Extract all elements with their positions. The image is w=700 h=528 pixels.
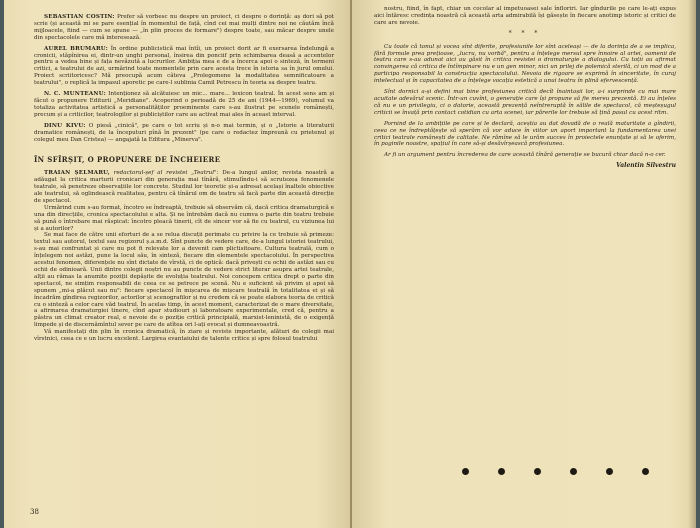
section-divider: * * * — [508, 29, 542, 37]
paragraph-text: În ordine publicistică mai întîi, un proiect dorit ar fi exersarea îndelungă a cronicii, stăpînirea ei, dintr-un unghi personal, însirea din ponciif prin schimbarea deasă a accentelor pentru a vedea bine și fața nevăzută a lucrurilor. Ambiția mea e de a încerca apoi o sinteză, în termeni critici, a teatrului de azi, urmărind toate momentele prin care acesta trece în istoria sa în jurul omului. Proiect scriitoricesc? Mă preocupă acum câteva „Prolegomene la modalitatea semnificatoare a teatrului", o replică la impasul aporetic pe care-l sublinia Camil Petrescu în teoria sa despre teatru. — [34, 45, 334, 87]
right-column — [374, 6, 676, 170]
dot-ornament — [534, 468, 541, 475]
paragraph-text: Intenționez să alcătuiesc un mic... mare... lexicon teatral. În acest sens am și făcut o propunere Editurii „Meridiane". Acoperind o perioadă de 25 de ani (1944—1969), volumul va totaliza activitatea artistică a personalităților proeminente care s-au ilustrat pe scenele românești, precum și a criticilor, teatrologilor și publiciștilor care au activat mai ales în aceast interval. — [34, 91, 334, 118]
paragraph-costin — [34, 14, 334, 42]
decorative-dots — [462, 468, 652, 478]
dot-ornament — [570, 468, 577, 475]
dot-ornament — [642, 468, 649, 475]
speaker-name: N. C. MUNTEANU: — [44, 91, 106, 98]
paragraph-munteanu — [34, 91, 334, 119]
paragraph-text: Prefer să vorbesc nu despre un proiect, ci despre o dorință: aș dori să pot scrie (și această mi se pare esențial în momentul de față, cînd cei mai mulți dintre noi ne căutăm încă mijloacele, fiind — cum se spune — „în plin proces de formare") despre toate, sau măcar despre unele din spectacolele care mă interesează. — [34, 14, 335, 41]
paragraph-text: Sînt dornici a-și defini mai bine profesiunea critică decît înaintașii lor, a-i surprinde cu mai mare acuitate adevărul scenic. Într-un cuvînt, o generație care își propune să fie mereu prezentă. Ei au înțeles că nu e un privilegiu, ci o datorie, această prezență neîntreruptă în sălile de spectacol, că meșteșugul criticii se învață prin contact cotidian cu arta scenei, iar părerile lor trebuie să țină pasul cu acest ritm. — [374, 89, 676, 116]
author-signature: Valentin Silvestru — [616, 162, 676, 170]
paragraph-kivu — [34, 123, 334, 144]
paragraph-text: Pornind de la ambițiile pe care și le declară, aceștia au dat dovadă de o reală maturitate a gîndirii, ceea ce ne îndreptățește să sperăm că vor aduce în viitor un aport important la fundamentarea unei critici teatrale românești de calitate. Ne rămîne să le urăm succes în proiectele enunțate și să le oferim, în paginile noastre, spațiul în care să-și desăvîrșească profesiunea. — [374, 120, 676, 148]
paragraph-text: Se mai face de către unii eforturi de a se relua discuții perimate cu privire la ce trebuie să primeze: textul sau autorul, textul sau regizorul ș.a.m.d. Sînt puncte de vedere care, de-a lungul istoriei teatrului, s-au mai confruntat și care nu pot fi relevate lor a devenit cam plictisitoare. Cultura teatrală, cum o înțelegem noi astăzi, pune la locul său, în sinteză, fiecare din elementele spectacolului. În perspectiva acestui fenomen, diferențele nu sînt dictate de vîrstă, ci de optică: dacă privești cu ochii de astăzi sau cu ochii de odinioară. Unii dintre colegii noștri nu au puncte de vedere strict literar asupra artei teatrale, alții au rămas la anumite poziții depășite de evoluția teatrului. Noi concepem critica drept o parte din spectacol, ne simțim responsabili de ceea ce se petrece pe scenă. Nu e suficient să privim și apoi să spunem „mi-a plăcut sau nu": fiecare spectacol în mișcarea de mișcare teatrală în totalitatea ei și să încadrăm gîndirea regizorilor, actorilor și scenografilor și nu credem că se poate elabora teoria de critică cu o sinteză a celor care văd teatrul. În acelas timp, în acest moment, caracterizat de o mare diversitate, a afirmarea dramaturgiei tinere, cînd apar studiouri și laboratoare experimentale, cred că, pentru a păstra un climat creator real, e nevoie de o poziție critică principială, marxist-leninistă, de o exigență limpede și de discernămîntul sever pe care de atîtea ori l-ați evocat și dumneavoastră. — [34, 232, 334, 329]
book-spread — [4, 0, 696, 528]
speaker-name: TRAIAN ȘELMARU, — [44, 170, 110, 177]
dot-ornament — [498, 468, 505, 475]
paragraph-text: Urmărind cum s-au format, încotro se îndreaptă, trebuie să observăm că, dacă critica dramaturgică e una din direcțiile, cronica spectacolului e alta. Și ne întrebăm dacă nu cumva o parte din teatru trebuie să pună o întrebare mai răspicat: încotro pleacă tinerii, cît de sincer vor să fie cu teatrul, cu viziunea lui și a autorilor? — [34, 204, 334, 232]
paragraph-text: De-a lungul anilor, revista noastră a adăugat la critica marturii cronicari din generația mai tînără, stimulîndu-i să scrutezea fenomenele teatrale, să penetreze observațiile lor concrete. Studiul lor teoretic și-a adresat același înaltele obiective ale teatrului, să oglindească realitatea, pentru că tînărul om de teatru să facă parte din această direcție de spectacol. — [34, 170, 334, 204]
page-number: 38 — [30, 508, 39, 516]
speaker-role: redactorul-șef al revistei „Teatrul": — [113, 170, 219, 177]
paragraph-text: nostru, fiind, în fapt, chiar un cocolar al impetuoasei sale înfloriri. Iar gîndurile pe care le-ați expus aici întăresc credința noastră că această arta admirabilă își găsește în fiecare anotimp istoric și critici de care are nevoie. — [374, 6, 676, 26]
paragraph-brumaru — [34, 46, 334, 87]
paragraph-text: O piesă „cinică", pe care o tot scriu și n-o mai termin, și o „Istorie a literaturii dramatice românești, de la începuturi pînă în prezent" (pe care o redactez împreună cu prietenul și colegul meu Dan Cristea) — angajată la Editura „Minerva". — [34, 122, 334, 143]
paragraph-selmaru — [34, 170, 334, 205]
paragraph-text: Vă manifestați din plin în cronica dramatică, în ziare și reviste importante, alături de colegii mai vîrstnici, ceea ce e un lucru excelent. Largirea evantaiului de talente critice și spre folosul teatrului — [34, 329, 334, 343]
right-page — [352, 0, 696, 528]
left-page — [4, 0, 350, 528]
paragraph-text: Cu toate că tonul și vocea sînt diferite, profesiunile lor sînt aceleași — de la dorința de a se implica, fără formule prea prețioase, „lucru, nu vorbă", pentru a înțelege mersul spre înnoire al artei, oamenii de teatru care s-au adunat aici au găsit în critica revistei o dramaturgie a dialogului. Cu toții au afirmat convingerea că critica de întîmpinare nu e un gen minor, nici un prilej de polemică sterilă, ci un mod de a participa responsabil la construcția spectacolului. Nevoia de rigoare se exprimă în sinceritate, în curaj intelectual și în capacitatea de a înțelege vocația estetică a unui teatru în plină efervescență. — [374, 43, 676, 85]
dot-ornament — [606, 468, 613, 475]
speaker-name: SEBASTIAN COSTIN: — [44, 14, 115, 20]
page-edge-shadow — [688, 0, 696, 528]
left-column — [34, 14, 334, 343]
paragraph-text: Ar fi un argument pentru încrederea de care această tînără generație se bucură chiar dacă n-o cer. — [384, 152, 666, 159]
dot-ornament — [462, 468, 469, 475]
speaker-name: AUREL BRUMARU: — [44, 45, 108, 52]
section-heading: ÎN SFÎRȘIT, O PROPUNERE DE ÎNCHEIERE — [34, 155, 221, 165]
speaker-name: DINU KIVU: — [44, 122, 86, 129]
